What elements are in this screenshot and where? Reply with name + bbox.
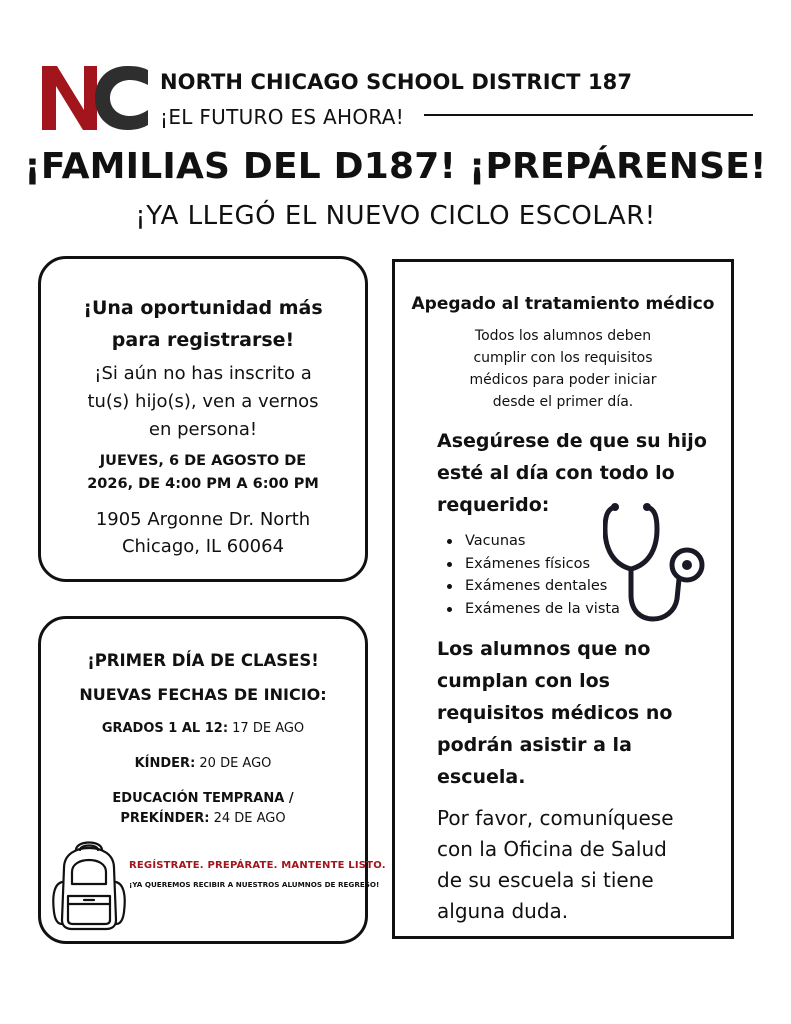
- list-item: Exámenes físicos: [445, 553, 620, 576]
- registration-date-line-1: JUEVES, 6 DE AGOSTO DE: [99, 453, 307, 469]
- district-name: NORTH CHICAGO SCHOOL DISTRICT 187: [160, 70, 633, 94]
- medical-intro-line-2: cumplir con los requisitos: [473, 350, 653, 366]
- registration-body-line-1: ¡Si aún no has inscrito a: [94, 363, 312, 384]
- registration-address-line-2: Chicago, IL 60064: [121, 536, 285, 557]
- contact-line-3: de su escuela si tiene: [437, 868, 654, 892]
- contact-line-4: alguna duda.: [437, 899, 569, 923]
- grades-start-date: [41, 721, 365, 736]
- first-day-title: ¡PRIMER DÍA DE CLASES!: [87, 651, 319, 670]
- registration-date-line-2: 2026, DE 4:00 PM A 6:00 PM: [87, 476, 319, 492]
- registration-title-line-1: ¡Una oportunidad más: [83, 297, 323, 319]
- grades-date: 17 DE AGO: [228, 721, 305, 736]
- header-divider: [424, 114, 753, 116]
- requirements-list: [445, 530, 620, 620]
- stethoscope-icon: [603, 499, 711, 625]
- subheadline: ¡YA LLEGÓ EL NUEVO CICLO ESCOLAR!: [135, 201, 656, 231]
- kinder-date: 20 DE AGO: [195, 756, 272, 771]
- warning-line-3: requisitos médicos no: [437, 702, 673, 724]
- list-item: Exámenes de la vista: [445, 598, 620, 621]
- list-item: Exámenes dentales: [445, 575, 620, 598]
- registration-address-line-1: 1905 Argonne Dr. North: [95, 509, 311, 530]
- medical-heading-line-2: esté al día con todo lo: [437, 462, 675, 484]
- kinder-label: KÍNDER:: [134, 756, 196, 771]
- start-dates-subtitle: NUEVAS FECHAS DE INICIO:: [79, 685, 327, 704]
- district-logo: [42, 66, 148, 130]
- list-item: Vacunas: [445, 530, 620, 553]
- kinder-start-date: [41, 756, 365, 771]
- warning-line-4: podrán asistir a la: [437, 734, 632, 756]
- warning-line-2: cumplan con los: [437, 670, 610, 692]
- headline: ¡FAMILIAS DEL D187! ¡PREPÁRENSE!: [24, 146, 767, 187]
- registration-body-line-2: tu(s) hijo(s), ven a vernos: [87, 391, 319, 412]
- registration-box: [38, 256, 368, 582]
- medical-intro-line-4: desde el primer día.: [492, 394, 634, 410]
- medical-title: Apegado al tratamiento médico: [411, 294, 715, 314]
- prekinder-label: PREKÍNDER:: [120, 811, 210, 826]
- warning-line-1: Los alumnos que no: [437, 638, 651, 660]
- prekinder-date: 24 DE AGO: [209, 811, 286, 826]
- medical-intro-line-3: médicos para poder iniciar: [469, 372, 657, 388]
- medical-intro-line-1: Todos los alumnos deben: [474, 328, 652, 344]
- medical-heading-line-3: requerido:: [437, 494, 550, 516]
- prekinder-start-date: [41, 811, 365, 826]
- backpack-icon: [50, 836, 128, 932]
- contact-line-1: Por favor, comuníquese: [437, 806, 674, 830]
- contact-line-2: con la Oficina de Salud: [437, 837, 667, 861]
- warning-line-5: escuela.: [437, 766, 526, 788]
- early-ed-label: EDUCACIÓN TEMPRANA /: [112, 791, 294, 806]
- slogan: ¡EL FUTURO ES AHORA!: [160, 105, 405, 129]
- registration-body-line-3: en persona!: [148, 419, 258, 440]
- grades-label: GRADOS 1 AL 12:: [101, 721, 229, 736]
- tagline-sub: ¡YA QUEREMOS RECIBIR A NUESTROS ALUMNOS DE REGRESO!: [129, 880, 380, 889]
- medical-heading-line-1: Asegúrese de que su hijo: [437, 430, 707, 452]
- tagline: REGÍSTRATE. PREPÁRATE. MANTENTE LISTO.: [129, 860, 386, 871]
- registration-title-line-2: para registrarse!: [111, 329, 295, 351]
